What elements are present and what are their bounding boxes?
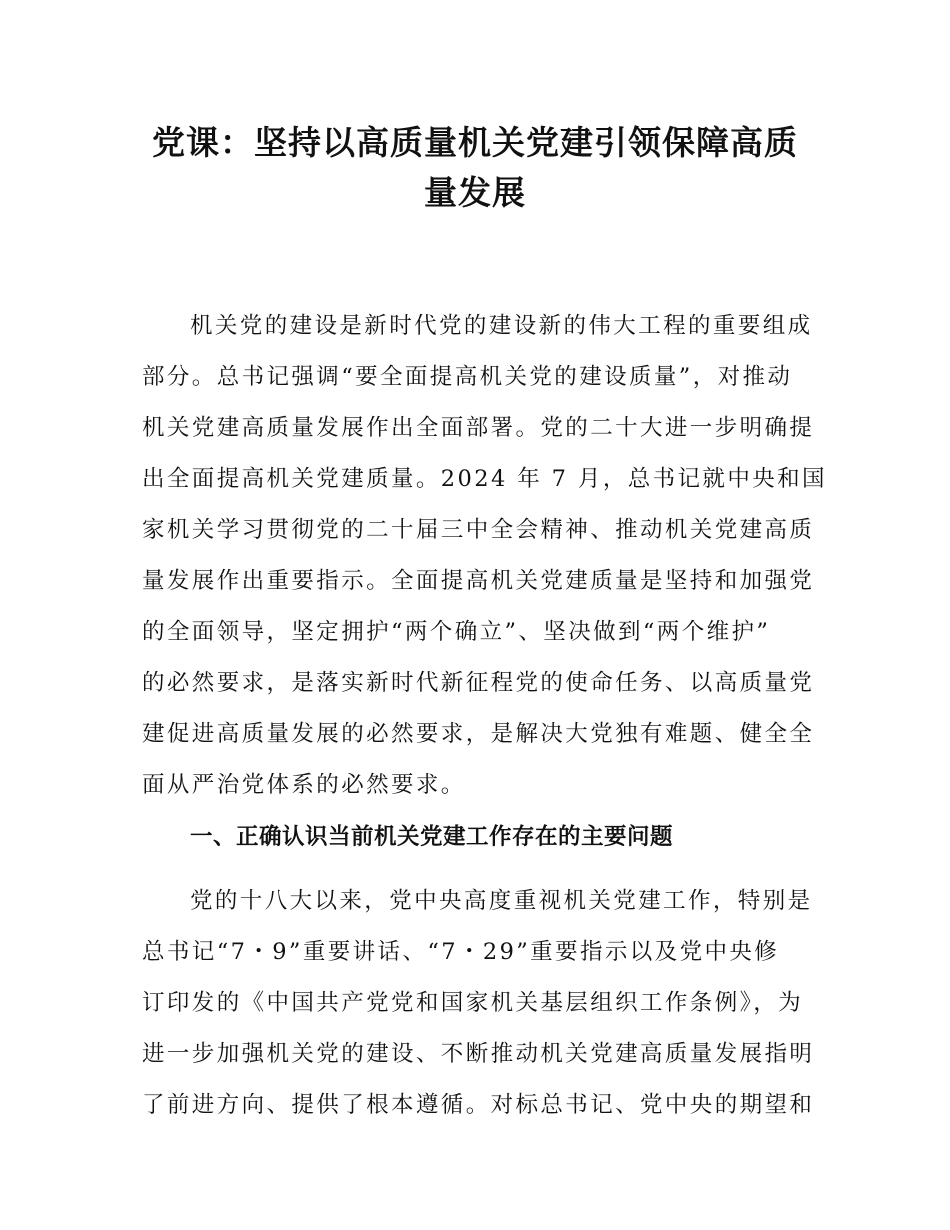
document-title (110, 118, 840, 218)
title-line: 量发展 (424, 173, 526, 212)
title-line: 党课：坚持以高质量机关党建引领保障高质 (152, 123, 798, 162)
paragraph-line: 订印发的《中国共产党党和国家机关基层组织工作条例》，为 (142, 990, 804, 1016)
paragraph-line: 进一步加强机关党的建设、不断推动机关党建高质量发展指明 (142, 1041, 815, 1067)
paragraph-line: 出全面提高机关党建质量。2024 年 7 月，总书记就中央和国 (142, 466, 827, 492)
paragraph-line: 建促进高质量发展的必然要求，是解决大党独有难题、健全全 (142, 721, 815, 747)
paragraph-line: 机关党的建设是新时代党的建设新的伟大工程的重要组成 (190, 313, 813, 339)
paragraph-line: 机关党建高质量发展作出全面部署。党的二十大进一步明确提 (142, 415, 815, 441)
section-heading: 一、正确认识当前机关党建工作存在的主要问题 (190, 824, 674, 850)
paragraph-line: 量发展作出重要指示。全面提高机关党建质量是坚持和加强党 (142, 568, 815, 594)
paragraph-line: 总书记“7・9”重要讲话、“7・29”重要指示以及党中央修 (142, 939, 780, 965)
paragraph-line: 的必然要求，是落实新时代新征程党的使命任务、以高质量党 (142, 670, 815, 696)
paragraph-line: 面从严治党体系的必然要求。 (142, 772, 466, 798)
intro-paragraph (142, 301, 827, 811)
paragraph-line: 党的十八大以来，党中央高度重视机关党建工作，特别是 (190, 888, 813, 914)
paragraph-line: 家机关学习贯彻党的二十届三中全会精神、推动机关党建高质 (142, 517, 815, 543)
section-paragraph (142, 876, 815, 1131)
paragraph-line: 部分。总书记强调“要全面提高机关党的建设质量”，对推动 (142, 364, 793, 390)
paragraph-line: 了前进方向、提供了根本遵循。对标总书记、党中央的期望和 (142, 1092, 815, 1118)
paragraph-line: 的全面领导，坚定拥护“两个确立”、坚决做到“两个维护” (142, 619, 771, 645)
